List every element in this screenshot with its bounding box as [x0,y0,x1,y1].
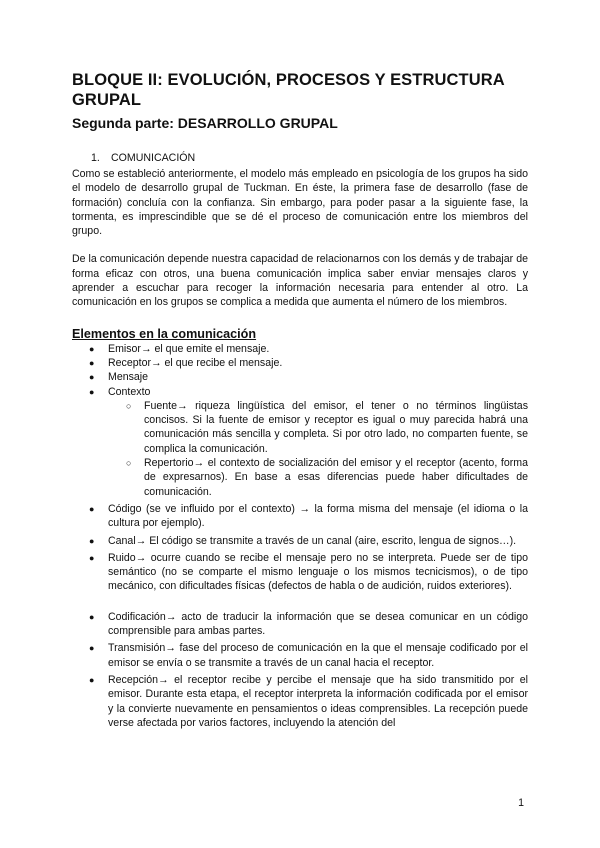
paragraph-communication: De la comunicación depende nuestra capacidad de relacionarnos con los demás y de trabajar de forma eficaz con otros, una buena comunicación implica saber enviar mensajes claros y aprender a escuchar para recoger la información necesaria para entender al otro. La comunicación en los grupos se complica a medida que aumenta el número de los miembros. [72,253,528,309]
bullet-icon: ● [89,343,95,354]
list-item: ● Código (se ve influido por el contexto) → la forma misma del mensaje (el idioma o la cultura por ejemplo). [89,502,528,530]
bullet-icon: ● [89,386,95,397]
list-item: ● Ruido→ ocurre cuando se recibe el mensaje pero no se interpreta. Puede ser de tipo semántico (no se comparte el mismo lenguaje o los mismos tecnicismos), o de tipo mecánico, con dificultades físicas (defectos de habla o de audición, ruidos exteriores). [89,551,528,593]
sub-list-item: ○ Repertorio→ el contexto de socialización del emisor y el receptor (acento, forma de expresarnos). En base a esas diferencias puede haber dificultades de comunicación. [126,457,528,498]
bullet-icon: ● [89,357,95,368]
list-item: ● Receptor→ el que recibe el mensaje. [89,356,283,369]
section-heading [72,151,528,165]
list-item: ● Transmisión→ fase del proceso de comunicación en la que el mensaje codificado por el emisor se envía o se transmite a través de un canal hacia el receptor. [89,642,528,669]
bullet-icon: ● [89,552,95,563]
sub-list-item: ○ Fuente→ riqueza lingüística del emisor, el tener o no términos lingüistas concisos. Si la fuente de emisor y receptor es igual o muy parecida habrá una comunicación más sencilla y completa. Si por otro lado, no comparten fuente, se complica la comunicación. [126,399,528,455]
document-subtitle: Segunda parte: DESARROLLO GRUPAL [72,115,338,131]
section-number: 1. [91,152,100,164]
bullet-icon: ● [89,535,95,546]
list-item: ● Recepción→ el receptor recibe y percibe el mensaje que ha sido transmitido por el emisor. Durante esta etapa, el receptor interpreta la información codificada por el emisor y la convierte nuevamente en pensamientos o ideas comprensibles. La recepción puede verse afectada por varios factores, incluyendo la atención del [89,673,528,729]
elements-list [72,342,528,730]
bullet-icon: ● [89,503,95,514]
section-label: COMUNICACIÓN [111,152,196,164]
elements-heading: Elementos en la comunicación [72,326,257,341]
list-item: ● Contexto ○ Fuente→ riqueza lingüística del emisor, el tener o no términos lingüistas concisos. Si la fuente de emisor y receptor es igual o muy parecida habrá una comunicación más sencilla y completa. Si por otro lado, no comparten fuente, se complica la comunicación. ○ Repertorio→ el contexto de socialización del emisor y el receptor (acento, forma de expresarnos). En base a esas diferencias puede haber dificultades de comunicación. [89,385,528,498]
bullet-icon: ● [89,674,95,685]
context-sublist [108,399,528,499]
list-item: ● Emisor→ el que emite el mensaje. [89,342,270,355]
title-line-2: GRUPAL [72,91,142,109]
document-page [72,70,528,730]
list-item: ● Canal→ El código se transmite a través de un canal (aire, escrito, lengua de signos…). [89,534,517,547]
bullet-icon: ● [89,372,95,383]
bullet-icon: ● [89,643,95,654]
title-line-1: BLOQUE II: EVOLUCIÓN, PROCESOS Y ESTRUCTURA [72,71,505,89]
page-number: 1 [518,797,524,809]
document-title [72,70,528,110]
list-item: ● Codificación→ acto de traducir la información que se desea comunicar en un código comprensible para ambas partes. [89,610,528,638]
list-item: ● Mensaje [89,371,149,384]
paragraph-intro: Como se estableció anteriormente, el modelo más empleado en psicología de los grupos ha sido el modelo de desarrollo grupal de Tuckman. En éste, la primera fase de desarrollo (fase de formación) concluía con la confianza. Sin embargo, para poder pasar a la siguiente fase, la tormenta, es imprescindible que se dé el proceso de comunicación entre los miembros del grupo. [72,168,528,238]
bullet-icon: ● [89,611,95,622]
hollow-bullet-icon: ○ [126,400,132,411]
hollow-bullet-icon: ○ [126,458,132,469]
